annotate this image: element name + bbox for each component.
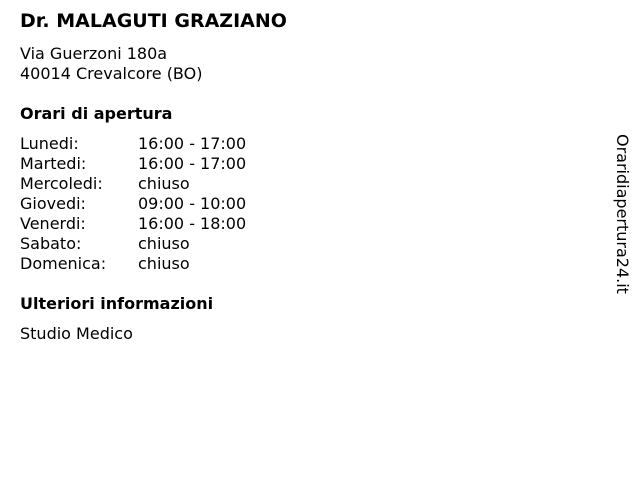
day-label: Venerdi: (20, 214, 86, 233)
more-info-heading: Ulteriori informazioni (20, 294, 214, 313)
business-name: Dr. MALAGUTI GRAZIANO (20, 10, 287, 32)
address-city: 40014 Crevalcore (BO) (20, 64, 203, 83)
address-street: Via Guerzoni 180a (20, 44, 168, 63)
time-value: chiuso (138, 174, 190, 193)
watermark-text: Oraridiapertura24.it (613, 134, 632, 294)
time-value: 16:00 - 18:00 (138, 214, 247, 233)
day-label: Sabato: (20, 234, 82, 253)
day-label: Lunedi: (20, 134, 79, 153)
opening-hours-heading: Orari di apertura (20, 104, 173, 123)
site-watermark (612, 134, 632, 314)
day-label: Giovedi: (20, 194, 86, 213)
time-value: 16:00 - 17:00 (138, 154, 247, 173)
time-value: 16:00 - 17:00 (138, 134, 247, 153)
day-label: Martedi: (20, 154, 87, 173)
more-info-text: Studio Medico (20, 324, 133, 343)
time-value: chiuso (138, 234, 190, 253)
day-label: Mercoledi: (20, 174, 103, 193)
day-label: Domenica: (20, 254, 107, 273)
time-value: 09:00 - 10:00 (138, 194, 247, 213)
time-value: chiuso (138, 254, 190, 273)
